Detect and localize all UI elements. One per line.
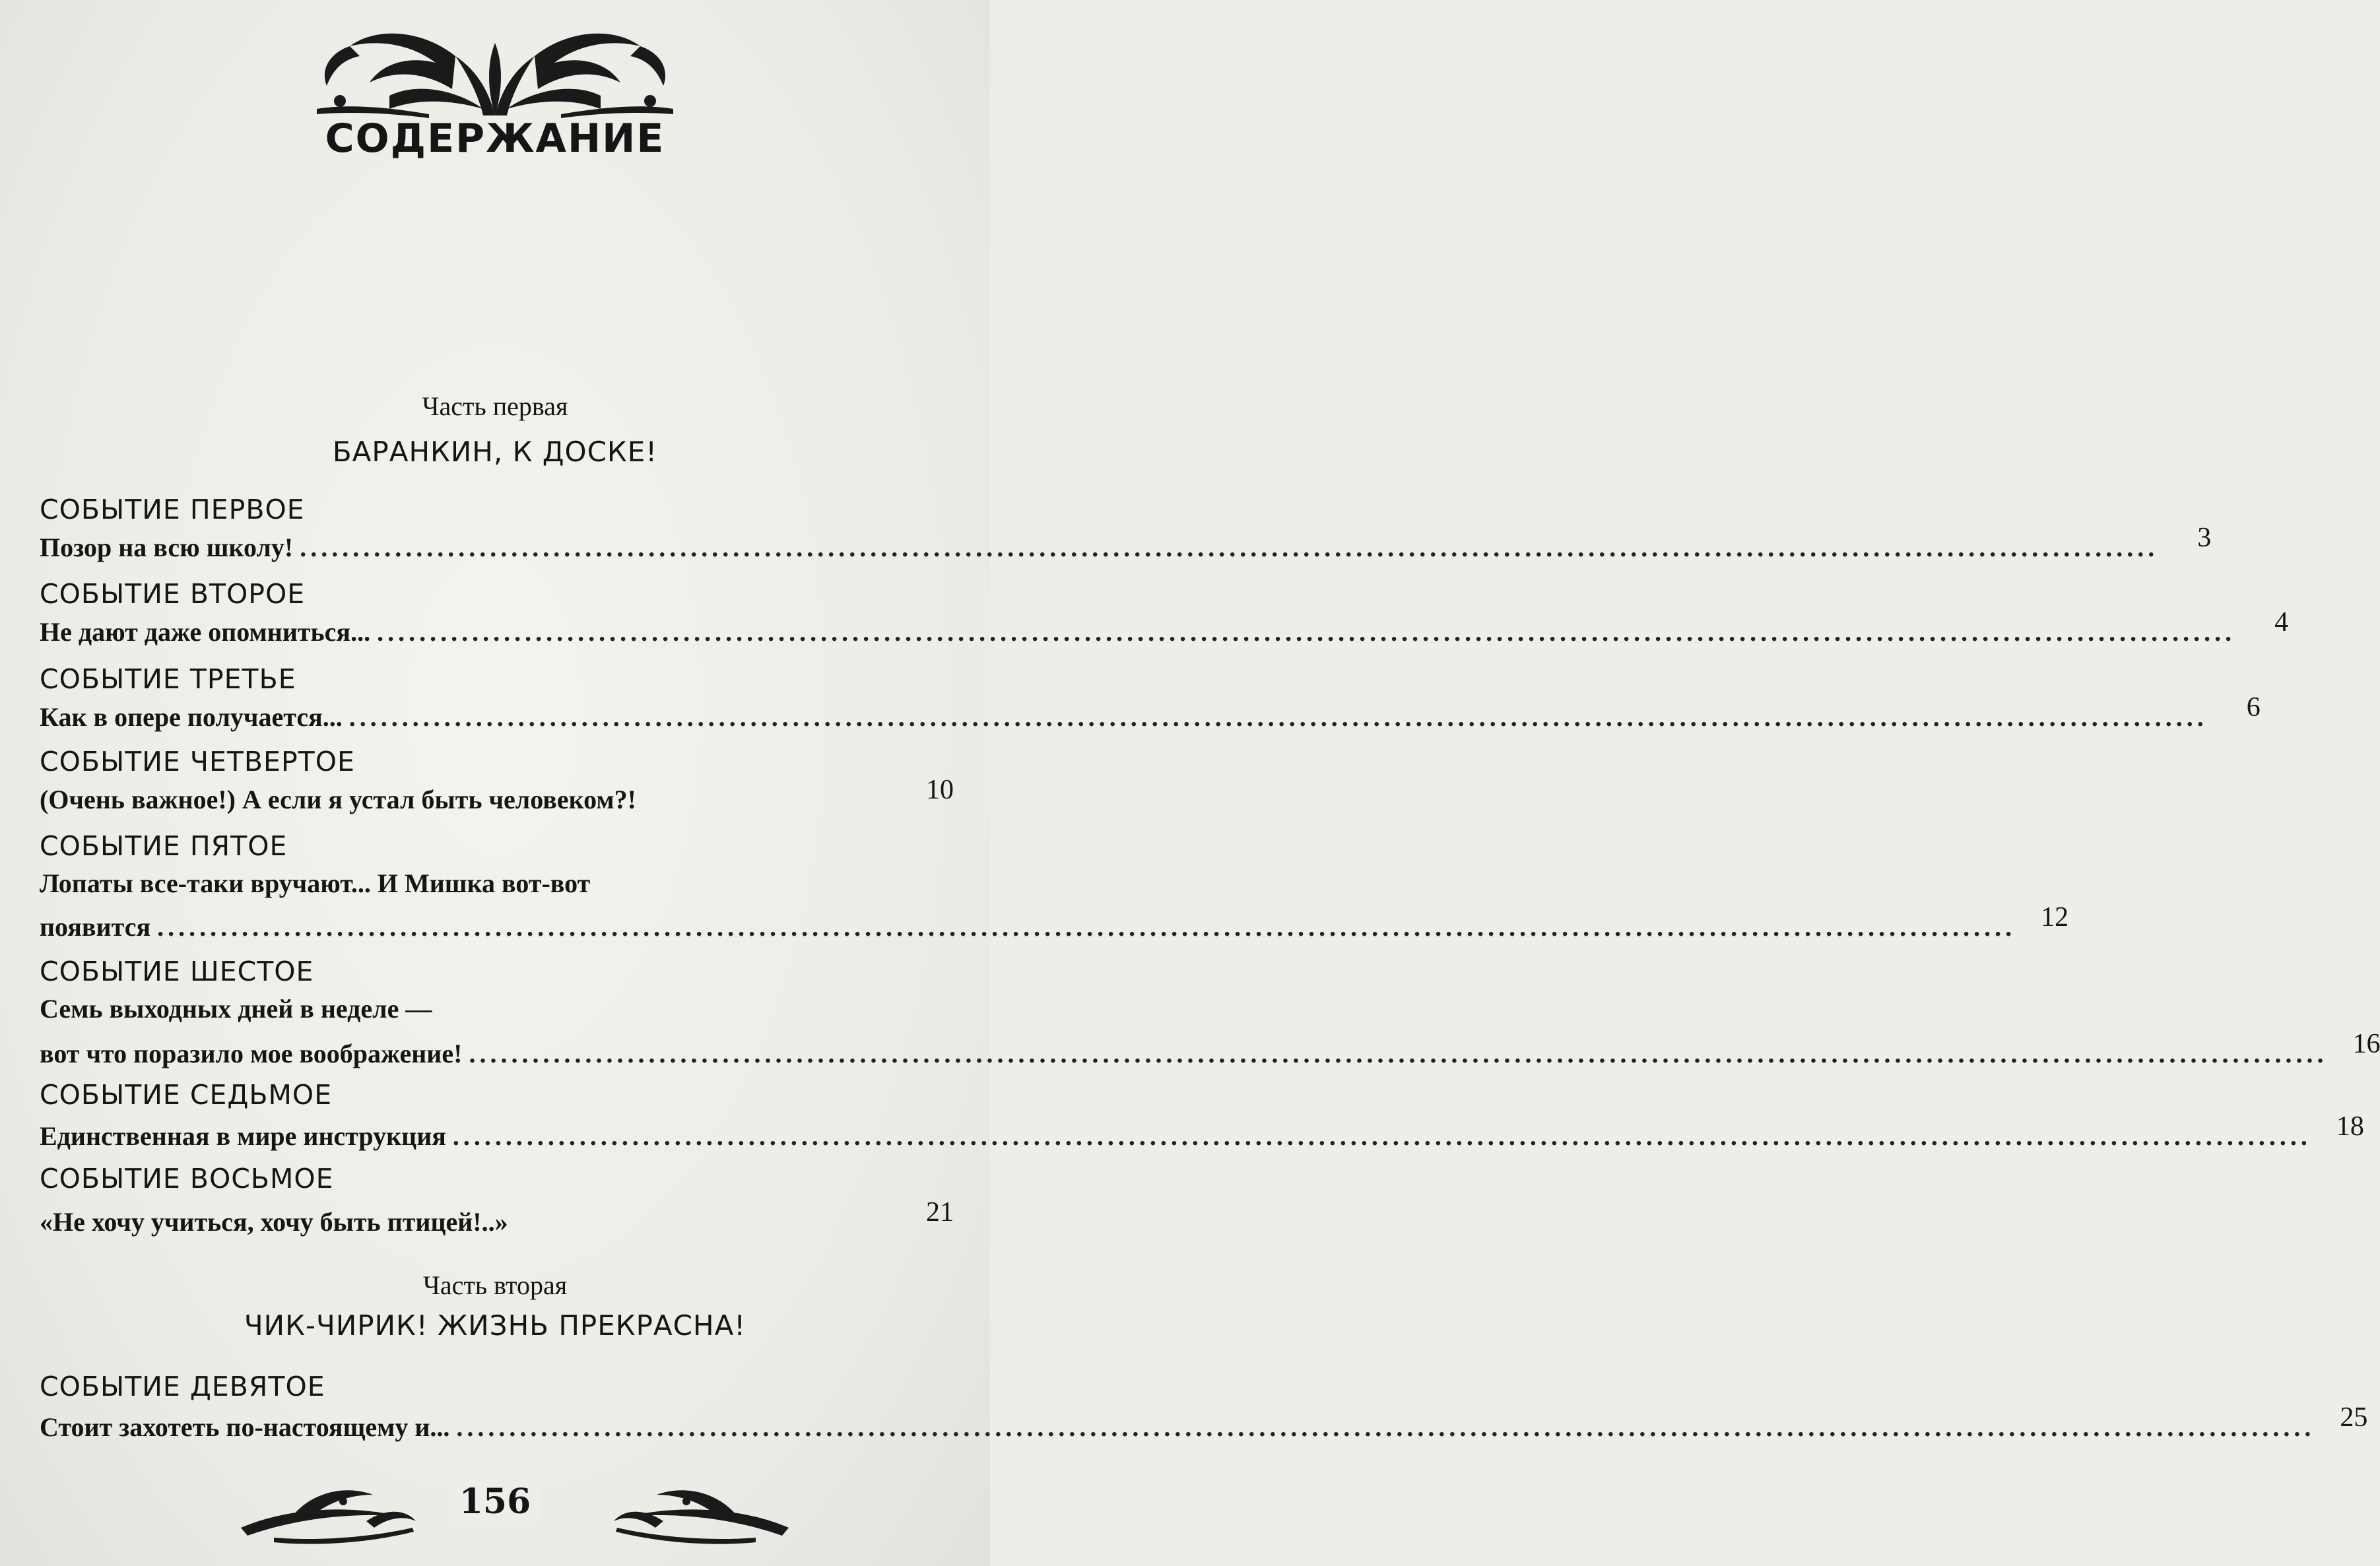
event-heading: СОБЫТИЕ ТРЕТЬЕ bbox=[40, 663, 296, 695]
event-heading: СОБЫТИЕ ВТОРОЕ bbox=[40, 578, 306, 610]
entry-title: Единственная в мире инструкция bbox=[40, 1121, 446, 1151]
toc-entry[interactable] bbox=[40, 1402, 2368, 1443]
dot-leader: ................................................................................................................................................................................ bbox=[157, 912, 2016, 942]
page-number bbox=[0, 1482, 990, 1522]
entry-page-number: 10 bbox=[926, 775, 954, 805]
toc-entry[interactable] bbox=[40, 1197, 954, 1237]
part-label: Часть первая bbox=[422, 391, 568, 421]
entry-page-number: 6 bbox=[2246, 692, 2261, 723]
toc-entry[interactable] bbox=[40, 692, 2261, 733]
entry-title-line1: Семь выходных дней в неделе — bbox=[40, 994, 432, 1024]
event-heading: СОБЫТИЕ ШЕСТОЕ bbox=[40, 956, 314, 987]
entry-page-number: 25 bbox=[2340, 1402, 2368, 1433]
event-heading: СОБЫТИЕ ДЕВЯТОЕ bbox=[40, 1371, 325, 1402]
dot-leader: ................................................................................................................................................................................ bbox=[469, 1039, 2328, 1068]
part-label: Часть вторая bbox=[422, 1270, 568, 1300]
event-heading: СОБЫТИЕ ПЕРВОЕ bbox=[40, 494, 305, 525]
event-heading: СОБЫТИЕ СЕДЬМОЕ bbox=[40, 1079, 333, 1111]
entry-page-number: 16 bbox=[2352, 1029, 2380, 1059]
event-heading: СОБЫТИЕ ВОСЬМОЕ bbox=[40, 1163, 334, 1194]
entry-page-number: 3 bbox=[2197, 523, 2212, 553]
toc-entry[interactable] bbox=[40, 902, 2069, 942]
entry-title: (Очень важное!) А если я устал быть человеком?! bbox=[40, 785, 636, 814]
entry-title: «Не хочу учиться, хочу быть птицей!..» bbox=[40, 1207, 508, 1237]
entry-title: появится bbox=[40, 912, 151, 942]
entry-title: Не дают даже опомниться... bbox=[40, 617, 371, 647]
entry-title-line1: Лопаты все-таки вручают... И Мишка вот-вот bbox=[40, 868, 591, 898]
entry-page-number: 12 bbox=[2041, 902, 2069, 932]
dot-leader: ................................................................................................................................................................................ bbox=[377, 617, 2236, 647]
entry-title: Как в опере получается... bbox=[40, 702, 343, 732]
entry-page-number: 21 bbox=[926, 1197, 954, 1227]
dot-leader: ................................................................................................................................................................................ bbox=[300, 533, 2159, 562]
event-heading: СОБЫТИЕ ПЯТОЕ bbox=[40, 830, 288, 862]
entry-title: Позор на всю школу! bbox=[40, 533, 294, 562]
event-heading: СОБЫТИЕ ЧЕТВЕРТОЕ bbox=[40, 746, 355, 777]
part-title: БАРАНКИН, К ДОСКЕ! bbox=[332, 436, 658, 468]
toc-entry[interactable] bbox=[40, 1029, 2380, 1069]
toc-entry[interactable] bbox=[40, 523, 2212, 563]
dot-leader: ................................................................................................................................................................................ bbox=[348, 702, 2208, 732]
page-title: СОДЕРЖАНИЕ bbox=[325, 115, 665, 162]
top-ornament bbox=[310, 16, 680, 122]
dot-leader: ................................................................................................................................................................................ bbox=[452, 1121, 2311, 1151]
toc-entry[interactable] bbox=[40, 607, 2289, 647]
part-title: ЧИК-ЧИРИК! ЖИЗНЬ ПРЕКРАСНА! bbox=[244, 1309, 746, 1342]
entry-title: Стоит захотеть по-настоящему и... bbox=[40, 1412, 450, 1442]
entry-page-number: 18 bbox=[2336, 1111, 2364, 1142]
page-number-text: 156 bbox=[450, 1482, 541, 1522]
dot-leader: ................................................................................................................................................................................ bbox=[456, 1412, 2315, 1442]
toc-entry[interactable] bbox=[40, 1111, 2364, 1152]
toc-entry[interactable] bbox=[40, 775, 954, 815]
entry-title: вот что поразило мое воображение! bbox=[40, 1039, 463, 1068]
entry-page-number: 4 bbox=[2274, 607, 2289, 637]
